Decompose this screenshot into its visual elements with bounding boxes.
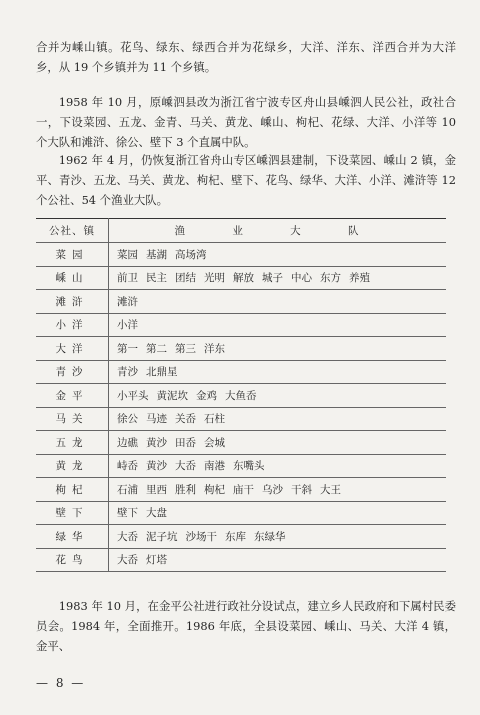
- fishery-team-list: [109, 431, 447, 455]
- fishery-team: 黄沙: [146, 460, 167, 473]
- commune-name: 青沙: [36, 360, 109, 384]
- commune-name: 小洋: [36, 313, 109, 337]
- table-row: [36, 525, 446, 549]
- fishery-team: 石浦: [117, 483, 138, 496]
- table-row: [36, 384, 446, 408]
- fishery-team: 第一: [117, 342, 138, 355]
- fishery-team: 洋东: [204, 342, 225, 355]
- fishery-team: 壁下: [117, 507, 138, 520]
- commune-name: 嵊山: [36, 266, 109, 290]
- commune-name: 大洋: [36, 337, 109, 361]
- fishery-team: 边礁: [117, 436, 138, 449]
- fishery-team: 高场湾: [175, 248, 207, 261]
- fishery-team: 干斜: [291, 483, 312, 496]
- table-row: [36, 266, 446, 290]
- commune-fishery-table: [36, 218, 446, 572]
- fishery-team: 关岙: [175, 413, 196, 426]
- fishery-team: 南港: [204, 460, 225, 473]
- fishery-team: 第三: [175, 342, 196, 355]
- fishery-team-list: [109, 243, 447, 267]
- fishery-team: 金鸡: [196, 389, 217, 402]
- fishery-team: 光明: [204, 272, 225, 285]
- fishery-team: 马迹: [146, 413, 167, 426]
- commune-name: 滩浒: [36, 290, 109, 314]
- commune-name: 绿华: [36, 525, 109, 549]
- table-row: [36, 243, 446, 267]
- fishery-team: 城子: [262, 272, 283, 285]
- fishery-team: 小洋: [117, 319, 138, 332]
- fishery-team-list: [109, 525, 447, 549]
- fishery-team: 前卫: [117, 272, 138, 285]
- commune-name: 花鸟: [36, 548, 109, 572]
- fishery-team-list: [109, 337, 447, 361]
- table-header-row: [36, 219, 446, 243]
- fishery-team: 泥子坑: [146, 530, 178, 543]
- fishery-team: 胜利: [175, 483, 196, 496]
- fishery-team: 大王: [320, 483, 341, 496]
- fishery-team: 田岙: [175, 436, 196, 449]
- fishery-team: 青沙: [117, 366, 138, 379]
- header-fishery-teams: 渔 业 大 队: [109, 219, 447, 243]
- fishery-team-list: [109, 313, 447, 337]
- commune-name: 壁下: [36, 501, 109, 525]
- commune-name: 黄龙: [36, 454, 109, 478]
- commune-name: 马关: [36, 407, 109, 431]
- fishery-team-list: [109, 290, 447, 314]
- fishery-team-list: [109, 384, 447, 408]
- fishery-team-list: [109, 266, 447, 290]
- fishery-team: 民主: [146, 272, 167, 285]
- paragraph-1962: 1962 年 4 月，仍恢复浙江省舟山专区嵊泗县建制，下设菜园、嵊山 2 镇，金平、青沙、五龙、马关、黄龙、枸杞、壁下、花鸟、绿华、大洋、小洋、滩浒等 12 个公社、54 个渔业大队。: [36, 153, 456, 207]
- fishery-team: 大盘: [146, 507, 167, 520]
- commune-name: 枸杞: [36, 478, 109, 502]
- fishery-team: 大岙: [117, 530, 138, 543]
- fishery-team: 小平头: [117, 389, 149, 402]
- table-row: [36, 454, 446, 478]
- fishery-team-list: [109, 407, 447, 431]
- commune-name: 菜园: [36, 243, 109, 267]
- fishery-team: 大岙: [175, 460, 196, 473]
- fishery-team: 养殖: [349, 272, 370, 285]
- commune-name: 五龙: [36, 431, 109, 455]
- fishery-team: 大岙: [117, 554, 138, 567]
- fishery-team: 庙干: [233, 483, 254, 496]
- fishery-team: 团结: [175, 272, 196, 285]
- fishery-team: 东绿华: [254, 530, 286, 543]
- fishery-team: 基湖: [146, 248, 167, 261]
- table-row: [36, 290, 446, 314]
- fishery-team-list: [109, 501, 447, 525]
- fishery-team: 沙场干: [185, 530, 217, 543]
- fishery-team: 黄沙: [146, 436, 167, 449]
- fishery-team: 东库: [225, 530, 246, 543]
- fishery-team: 滩浒: [117, 295, 138, 308]
- header-commune: 公社、镇: [36, 219, 109, 243]
- commune-name: 金平: [36, 384, 109, 408]
- fishery-team: 东嘴头: [233, 460, 265, 473]
- table-row: [36, 478, 446, 502]
- fishery-team: 徐公: [117, 413, 138, 426]
- table-row: [36, 313, 446, 337]
- fishery-team: 菜园: [117, 248, 138, 261]
- fishery-team: 东方: [320, 272, 341, 285]
- fishery-team: 第二: [146, 342, 167, 355]
- fishery-team: 大鱼岙: [225, 389, 257, 402]
- fishery-team: 会城: [204, 436, 225, 449]
- table-row: [36, 431, 446, 455]
- page-number: — 8 —: [36, 676, 86, 690]
- fishery-team: 峙岙: [117, 460, 138, 473]
- table-row: [36, 501, 446, 525]
- paragraph-1983: 1983 年 10 月，在金平公社进行政社分设试点，建立乡人民政府和下属村民委员会。1984 年，全面推开。1986 年底，全县设菜园、嵊山、马关、大洋 4 镇，金平、: [36, 599, 456, 653]
- table-row: [36, 337, 446, 361]
- fishery-team: 灯塔: [146, 554, 167, 567]
- fishery-team: 枸杞: [204, 483, 225, 496]
- paragraph-1958: 1958 年 10 月，原嵊泗县改为浙江省宁波专区舟山县嵊泗人民公社，政社合一，下设菜园、五龙、金青、马关、黄龙、嵊山、枸杞、花绿、大洋、小洋等 10 个大队和滩浒、徐公、壁下 3 个直属中队。: [36, 95, 456, 149]
- fishery-team-list: [109, 548, 447, 572]
- fishery-team: 乌沙: [262, 483, 283, 496]
- table-row: [36, 360, 446, 384]
- fishery-team-list: [109, 360, 447, 384]
- fishery-team: 黄泥坎: [156, 389, 188, 402]
- fishery-team-list: [109, 454, 447, 478]
- fishery-team: 里西: [146, 483, 167, 496]
- fishery-team: 石柱: [204, 413, 225, 426]
- paragraph-township-merger: 合并为嵊山镇。花鸟、绿东、绿西合并为花绿乡，大洋、洋东、洋西合并为大洋乡，从 19 个乡镇并为 11 个乡镇。: [36, 40, 456, 74]
- table-body: [36, 243, 446, 572]
- fishery-team: 北鼎星: [146, 366, 178, 379]
- table-row: [36, 407, 446, 431]
- fishery-team: 中心: [291, 272, 312, 285]
- table-row: [36, 548, 446, 572]
- fishery-team: 解放: [233, 272, 254, 285]
- fishery-team-list: [109, 478, 447, 502]
